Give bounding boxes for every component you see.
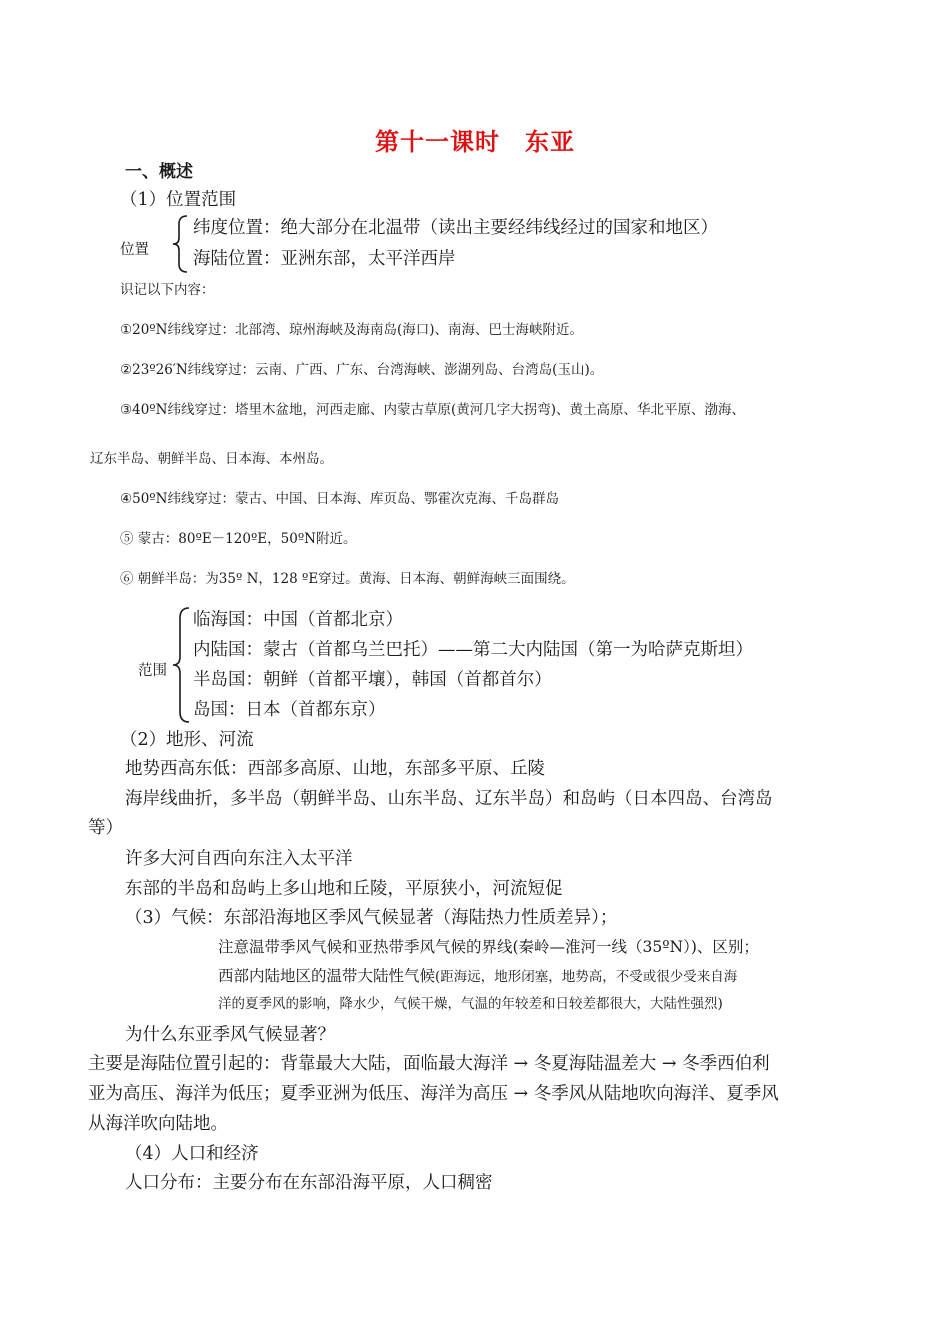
why-question: 为什么东亚季风气候显著？ <box>125 1025 335 1045</box>
memo-item: ⑥ 朝鲜半岛：为35º N，128 ºE穿过。黄海、日本海、朝鲜海峡三面围绕。 <box>120 571 575 587</box>
peninsula-country: 半岛国：朝鲜（首都平壤），韩国（首都首尔） <box>193 670 552 690</box>
range-brace <box>170 605 192 725</box>
subsection-climate: （3）气候：东部沿海地区季风气候显著（海陆热力性质差异）； <box>125 908 618 928</box>
subsection-population: （4）人口和经济 <box>125 1144 259 1164</box>
why-answer-line: 主要是海陆位置引起的：背靠最大大陆，面临最大海洋 → 冬夏海陆温差大 → 冬季西伯利 <box>88 1054 770 1074</box>
sea-land-position: 海陆位置：亚洲东部，太平洋西岸 <box>193 249 456 269</box>
terrain-line: 地势西高东低：西部多高原、山地，东部多平原、丘陵 <box>125 759 545 779</box>
terrain-line: 许多大河自西向东注入太平洋 <box>125 849 353 869</box>
island-country: 岛国：日本（首都东京） <box>193 700 386 720</box>
latitude-position: 纬度位置：绝大部分在北温带（读出主要经纬线经过的国家和地区） <box>193 218 718 238</box>
subsection-terrain: （2）地形、河流 <box>120 730 254 750</box>
memo-item: ④50ºN纬线穿过：蒙古、中国、日本海、库页岛、鄂霍次克海、千岛群岛 <box>120 491 559 507</box>
position-label: 位置 <box>120 242 149 258</box>
memo-item: ⑤ 蒙古：80ºE－120ºE，50ºN附近。 <box>120 531 357 547</box>
memo-item: ③40ºN纬线穿过：塔里木盆地，河西走廊、内蒙古草原(黄河几字大拐弯)、黄土高原、华北平原、渤海、 <box>120 402 745 418</box>
memo-item-continued: 辽东半岛、朝鲜半岛、日本海、本州岛。 <box>90 451 333 467</box>
climate-note: 注意温带季风气候和亚热带季风气候的界线(秦岭—淮河一线（35ºN）)、区别； <box>218 938 759 956</box>
climate-continental-reason: (距海远，地形闭塞，地势高，不受或很少受来自海 <box>435 969 738 985</box>
terrain-line: 海岸线曲折，多半岛（朝鲜半岛、山东半岛、辽东半岛）和岛屿（日本四岛、台湾岛 <box>125 789 773 809</box>
climate-continental <box>218 964 737 986</box>
position-brace <box>170 214 190 274</box>
climate-continental-title: 西部内陆地区的温带大陆性气候 <box>218 967 436 985</box>
why-answer-line: 亚为高压、海洋为低压；夏季亚洲为低压、海洋为高压 → 冬季风从陆地吹向海洋、夏季风 <box>88 1084 779 1104</box>
memo-item: ①20ºN纬线穿过：北部湾、琼州海峡及海南岛(海口)、南海、巴士海峡附近。 <box>120 322 583 338</box>
subsection-position-range: （1）位置范围 <box>120 190 237 210</box>
memo-label: 识记以下内容： <box>120 282 215 298</box>
population-distribution: 人口分布：主要分布在东部沿海平原，人口稠密 <box>125 1173 493 1193</box>
page-title: 第十一课时 东亚 <box>375 128 575 156</box>
terrain-line: 东部的半岛和岛屿上多山地和丘陵，平原狭小，河流短促 <box>125 879 563 899</box>
landlocked-country: 内陆国：蒙古（首都乌兰巴托）——第二大内陆国（第一为哈萨克斯坦） <box>193 640 753 660</box>
climate-continental-reason-continued: 洋的夏季风的影响，降水少，气候干燥，气温的年较差和日较差都很大，大陆性强烈) <box>218 996 723 1012</box>
coastal-country: 临海国：中国（首都北京） <box>193 610 403 630</box>
terrain-line-continued: 等） <box>88 818 123 838</box>
why-answer-line: 从海洋吹向陆地。 <box>88 1114 228 1134</box>
section-heading: 一、概述 <box>125 162 193 182</box>
memo-item: ②23º26′N纬线穿过：云南、广西、广东、台湾海峡、澎湖列岛、台湾岛(玉山)。 <box>120 362 604 378</box>
range-label: 范围 <box>138 663 167 679</box>
